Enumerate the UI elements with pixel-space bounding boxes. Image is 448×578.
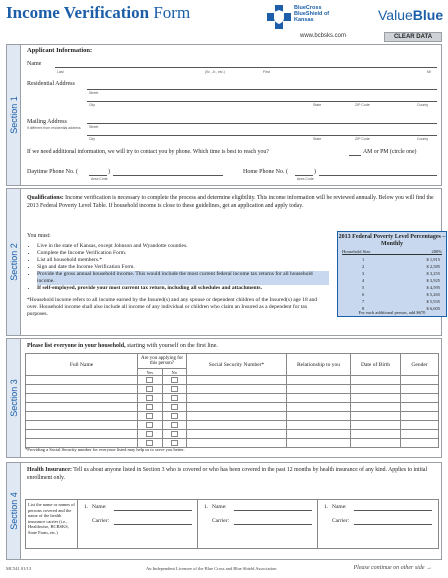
section-3 [6, 338, 442, 458]
home-phone-label: Home Phone No. ( [243, 169, 288, 175]
entry-name-input[interactable] [354, 510, 432, 511]
dob-input[interactable] [351, 403, 401, 412]
relationship-input[interactable] [287, 412, 351, 421]
col-ssn: Social Security Number* [187, 354, 287, 376]
table-row [26, 385, 439, 394]
poverty-table-header: Household Size 200% [342, 249, 442, 254]
contact-time-input[interactable] [349, 155, 361, 156]
col-relationship: Relationship to you [287, 354, 351, 376]
section-2-tab: Section 2 [7, 189, 21, 335]
dob-input[interactable] [351, 385, 401, 394]
gender-input[interactable] [401, 412, 439, 421]
requirement-item: • Sign and date the Income Verification Form. [37, 264, 329, 271]
insurance-instructions: List the name or names of persons covered and the name of the health insurance carrier (i.e., Healthwise, BCBSKS, State Farm, etc.) [26, 500, 78, 548]
ssn-input[interactable] [187, 385, 287, 394]
yes-checkbox[interactable] [138, 412, 163, 421]
daytime-phone-label: Daytime Phone No. ( [27, 169, 78, 175]
checkbox[interactable] [146, 440, 153, 446]
checkbox[interactable] [171, 386, 178, 392]
mailing-note: if different from residential address [27, 126, 81, 130]
residential-label: Residential Address [27, 81, 75, 87]
checkbox[interactable] [171, 431, 178, 437]
relationship-input[interactable] [287, 394, 351, 403]
gender-input[interactable] [401, 403, 439, 412]
dob-input[interactable] [351, 439, 401, 448]
insurance-grid [25, 499, 439, 549]
ssn-input[interactable] [187, 394, 287, 403]
poverty-row: 7 $ 5,935 [362, 299, 440, 304]
entry-name-label: Name: [212, 504, 227, 510]
cap-county: County [417, 103, 429, 107]
cap-home-area-code: Area Code [297, 177, 314, 181]
household-footnote: *Household income refers to all income earned by the Insured(s) and any spouse or dependent children of the Insured(s) age 18 and over. Household income shall also include all income of any individual or children who claim an Insured as a dependent for tax purposes. [27, 297, 318, 317]
blue-cross-shield-logo-icon [266, 4, 292, 30]
cap-city: City [89, 103, 96, 107]
daytime-paren: ) [108, 169, 110, 175]
cap-mail-state: State [313, 137, 322, 141]
requirement-item-highlight: • Provide the gross annual household income. This would include the most current federal income tax returns for all household income. [37, 271, 329, 285]
ssn-input[interactable] [187, 430, 287, 439]
full-name-input[interactable] [26, 385, 138, 394]
no-checkbox[interactable] [162, 412, 187, 421]
ssn-input[interactable] [187, 403, 287, 412]
relationship-input[interactable] [287, 403, 351, 412]
full-name-input[interactable] [26, 394, 138, 403]
cap-street: Street [89, 91, 99, 95]
cap-mi: MI [427, 70, 431, 74]
ssn-input[interactable] [187, 412, 287, 421]
relationship-input[interactable] [287, 430, 351, 439]
yes-checkbox[interactable] [138, 376, 163, 385]
checkbox[interactable] [146, 404, 153, 410]
ssn-input[interactable] [187, 439, 287, 448]
requirement-item: • Live in the state of Kansas, except Johnson and Wyandotte counties. [37, 243, 329, 250]
no-checkbox[interactable] [162, 385, 187, 394]
col-full-name: Full Name [26, 354, 138, 376]
poverty-table-footer: For each additional person, add $670 [358, 310, 426, 315]
no-checkbox[interactable] [162, 376, 187, 385]
cap-area-code: Area Code [91, 177, 108, 181]
requirement-item: • List all household members.* [37, 257, 329, 264]
home-area-code-input[interactable] [295, 175, 313, 176]
entry-number: 1. [204, 504, 209, 510]
applicant-info-heading: Applicant Information: [27, 47, 93, 54]
no-checkbox[interactable] [162, 394, 187, 403]
cap-mail-street: Street [89, 125, 99, 129]
dob-input[interactable] [351, 430, 401, 439]
checkbox[interactable] [171, 377, 178, 383]
form-header [0, 0, 448, 44]
continue-note: Please continue on other side → [353, 565, 432, 571]
section-2 [6, 188, 446, 336]
full-name-input[interactable] [26, 412, 138, 421]
dob-input[interactable] [351, 394, 401, 403]
ssn-input[interactable] [187, 376, 287, 385]
checkbox[interactable] [171, 422, 178, 428]
form-title: Income Verification Form [6, 3, 191, 22]
daytime-phone-input[interactable] [113, 175, 223, 176]
clear-data-button[interactable]: CLEAR DATA [384, 32, 442, 42]
gender-input[interactable] [401, 439, 439, 448]
poverty-row: 6 $ 5,265 [362, 292, 440, 297]
poverty-row: 2 $ 2,585 [362, 264, 440, 269]
you-must-label: You must: [27, 233, 51, 239]
requirements-list [29, 243, 329, 292]
entry-name-input[interactable] [234, 510, 312, 511]
household-header-row [26, 354, 439, 369]
health-insurance-intro: Health Insurance: Tell us about anyone listed in Section 3 who is covered or who has been covered in the past 12 months by health insurance of any kind. Applies to initial enrollment only. [27, 467, 428, 481]
cap-zip: ZIP Code [355, 103, 370, 107]
entry-number: 1. [324, 504, 329, 510]
arrow-right-icon: → [426, 565, 432, 571]
full-name-input[interactable] [26, 403, 138, 412]
cap-mail-county: County [417, 137, 429, 141]
full-name-input[interactable] [26, 430, 138, 439]
table-row [26, 430, 439, 439]
cap-mail-city: City [89, 137, 96, 141]
name-input[interactable] [55, 67, 437, 68]
poverty-level-table [337, 231, 447, 317]
poverty-row: 5 $ 4,595 [362, 285, 440, 290]
entry-carrier-input[interactable] [114, 524, 192, 525]
entry-name-input[interactable] [114, 510, 192, 511]
cap-last: Last [57, 70, 64, 74]
poverty-row: 3 $ 3,255 [362, 271, 440, 276]
entry-name-label: Name: [332, 504, 347, 510]
household-rows [26, 376, 439, 448]
requirement-item: • If self-employed, provide your most current tax return, including all schedules and attachments. [37, 285, 329, 292]
ssn-input[interactable] [187, 421, 287, 430]
household-heading: Please list everyone in your household, starting with yourself on the first line. [27, 343, 218, 349]
poverty-row: 4 $ 3,925 [362, 278, 440, 283]
section-4-tab: Section 4 [7, 463, 21, 559]
yes-checkbox[interactable] [138, 430, 163, 439]
section-3-tab: Section 3 [7, 339, 21, 457]
cap-mail-zip: ZIP Code [355, 137, 370, 141]
no-checkbox[interactable] [162, 421, 187, 430]
cap-state: State [313, 103, 322, 107]
gender-input[interactable] [401, 394, 439, 403]
full-name-input[interactable] [26, 376, 138, 385]
entry-carrier-label: Carrier: [92, 518, 110, 524]
checkbox[interactable] [171, 395, 178, 401]
residential-city-input[interactable] [87, 101, 437, 102]
full-name-input[interactable] [26, 421, 138, 430]
licensee-note: An Independent Licensee of the Blue Cross and Blue Shield Association [146, 566, 277, 571]
gender-input[interactable] [401, 376, 439, 385]
mailing-label: Mailing Address [27, 119, 67, 125]
col-yes: Yes [138, 369, 163, 376]
dob-input[interactable] [351, 376, 401, 385]
poverty-row: 1 $ 1,915 [362, 257, 440, 262]
insurance-entry [318, 500, 438, 548]
checkbox[interactable] [171, 440, 178, 446]
insurance-entry [198, 500, 318, 548]
table-row [26, 412, 439, 421]
entry-carrier-input[interactable] [234, 524, 312, 525]
relationship-input[interactable] [287, 439, 351, 448]
residential-street-input[interactable] [87, 89, 437, 90]
entry-number: 1. [84, 504, 89, 510]
qualifications-intro: Qualifications: Income verification is necessary to complete the process and determine eligibility. This income information will be reviewed annually. Below you will find the 2013 Federal Poverty Level Table. If household income is close to these guidelines, get an application and apply today. [27, 195, 434, 209]
cap-first: First [263, 70, 270, 74]
form-code: MC541 01/13 [6, 566, 32, 571]
gender-input[interactable] [401, 430, 439, 439]
checkbox[interactable] [146, 413, 153, 419]
ssn-footnote: *Providing a Social Security number for everyone listed may help us to serve you better. [25, 447, 185, 452]
checkbox[interactable] [146, 395, 153, 401]
mailing-city-input[interactable] [87, 135, 437, 136]
no-checkbox[interactable] [162, 430, 187, 439]
yes-checkbox[interactable] [138, 394, 163, 403]
col-applying: Are you applying for this person? [138, 354, 187, 369]
gender-input[interactable] [401, 385, 439, 394]
entry-carrier-label: Carrier: [332, 518, 350, 524]
home-paren: ) [314, 169, 316, 175]
table-row [26, 421, 439, 430]
entry-carrier-input[interactable] [354, 524, 432, 525]
checkbox[interactable] [171, 413, 178, 419]
entry-name-label: Name: [92, 504, 107, 510]
checkbox[interactable] [146, 431, 153, 437]
checkbox[interactable] [146, 377, 153, 383]
relationship-input[interactable] [287, 421, 351, 430]
yes-checkbox[interactable] [138, 421, 163, 430]
insurance-entry [78, 500, 198, 548]
section-1 [6, 44, 442, 186]
table-row [26, 394, 439, 403]
checkbox[interactable] [146, 386, 153, 392]
section-1-tab: Section 1 [7, 45, 21, 185]
daytime-area-code-input[interactable] [89, 175, 107, 176]
home-phone-input[interactable] [319, 175, 437, 176]
name-label: Name [27, 61, 42, 67]
relationship-input[interactable] [287, 385, 351, 394]
yes-checkbox[interactable] [138, 385, 163, 394]
table-row [26, 376, 439, 385]
gender-input[interactable] [401, 421, 439, 430]
poverty-table-title: 2013 Federal Poverty Level Percentages – Monthly [338, 234, 446, 247]
requirement-item: • Complete the Income Verification Form. [37, 250, 329, 257]
household-table [25, 353, 439, 448]
dob-input[interactable] [351, 421, 401, 430]
col-gender: Gender [401, 354, 439, 376]
checkbox[interactable] [171, 404, 178, 410]
dob-input[interactable] [351, 412, 401, 421]
col-no: No [162, 369, 187, 376]
logo-text: BlueCross BlueShield of Kansas [294, 5, 330, 23]
poverty-row: 8 $ 6,605 [362, 306, 440, 311]
checkbox[interactable] [146, 422, 153, 428]
contact-question: If we need additional information, we will try to contact you by phone. Which time is best to reach you? [27, 149, 269, 155]
section-4 [6, 462, 442, 560]
yes-checkbox[interactable] [138, 403, 163, 412]
valueblue-brand: ValueBlue [378, 7, 444, 23]
table-row [26, 403, 439, 412]
entry-carrier-label: Carrier: [212, 518, 230, 524]
no-checkbox[interactable] [162, 403, 187, 412]
cap-suffix: (Sr., Jr., etc.) [205, 70, 225, 74]
relationship-input[interactable] [287, 376, 351, 385]
website-url: www.bcbsks.com [300, 33, 347, 39]
am-pm-choice[interactable]: AM or PM (circle one) [363, 149, 417, 155]
col-dob: Date of Birth [351, 354, 401, 376]
mailing-street-input[interactable] [87, 123, 437, 124]
